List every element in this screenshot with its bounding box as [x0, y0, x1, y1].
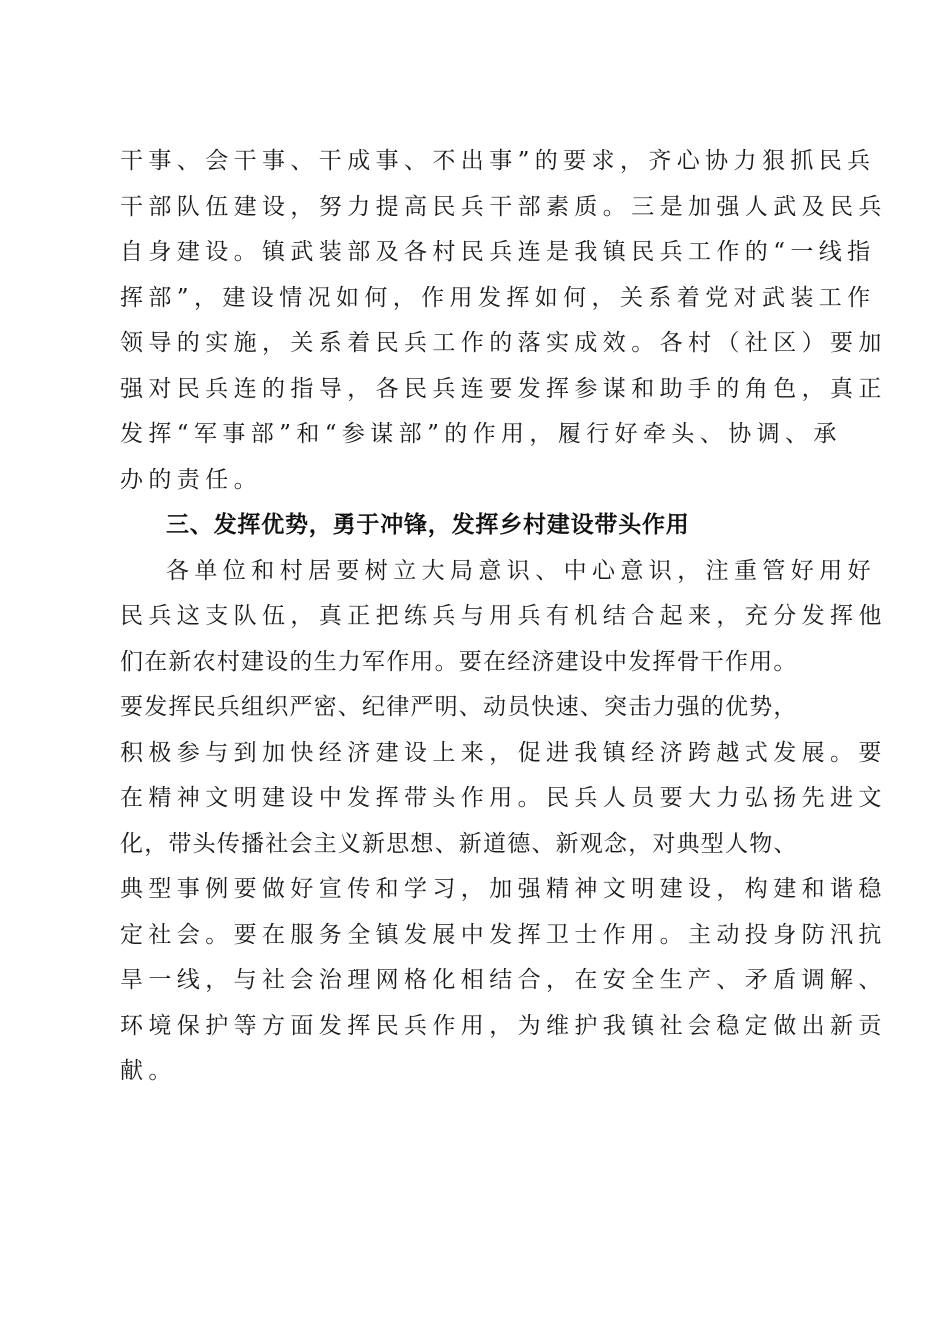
text-line: 干部队伍建设，努力提高民兵干部素质。三是加强人武及民兵 [120, 193, 887, 220]
text-line: 领导的实施，关系着民兵工作的落实成效。各村（社区）要加 [120, 330, 887, 356]
text-line: 要发挥民兵组织严密、纪律严明、动员快速、突击力强的优势， [120, 694, 798, 720]
paragraph-militia-cadres [120, 139, 887, 503]
text-line: 化，带头传播社会主义新思想、新道德、新观念，对典型人物、 [120, 830, 798, 857]
text-line: 们在新农村建设的生力军作用。要在经济建设中发挥骨干作用。 [120, 648, 798, 675]
text-line: 环境保护等方面发挥民兵作用，为维护我镇社会稳定做出新贡 [120, 1012, 887, 1039]
text-line: 定社会。要在服务全镇发展中发挥卫士作用。主动投身防汛抗 [120, 921, 887, 948]
text-line: 献。 [120, 1058, 177, 1084]
text-line: 旱一线，与社会治理网格化相结合，在安全生产、矛盾调解、 [120, 967, 887, 993]
text-line: 干事、会干事、干成事、不出事”的要求，齐心协力狠抓民兵 [120, 148, 876, 174]
text-line: 各单位和村居要树立大局意识、中心意识，注重管好用好 [166, 557, 876, 584]
text-line: 发挥“军事部”和“参谋部”的作用，履行好牵头、协调、承 [120, 421, 842, 447]
section-heading: 三、发挥优势，勇于冲锋，发挥乡村建设带头作用 [166, 512, 690, 538]
text-line: 积极参与到加快经济建设上来，促进我镇经济跨越式发展。要 [120, 739, 887, 766]
text-line: 在精神文明建设中发挥带头作用。民兵人员要大力弘扬先进文 [120, 785, 887, 811]
text-line: 强对民兵连的指导，各民兵连要发挥参谋和助手的角色，真正 [120, 375, 887, 402]
text-line: 民兵这支队伍，真正把练兵与用兵有机结合起来，充分发挥他 [120, 603, 887, 629]
text-line: 自身建设。镇武装部及各村民兵连是我镇民兵工作的“一线指 [120, 239, 876, 265]
text-line: 办的责任。 [120, 466, 262, 493]
document-body [120, 139, 887, 1095]
paragraph-rural-construction [120, 549, 887, 1095]
text-line: 挥部”，建设情况如何，作用发挥如何，关系着党对武装工作 [120, 284, 876, 311]
text-line: 典型事例要做好宣传和学习，加强精神文明建设，构建和谐稳 [120, 876, 887, 902]
